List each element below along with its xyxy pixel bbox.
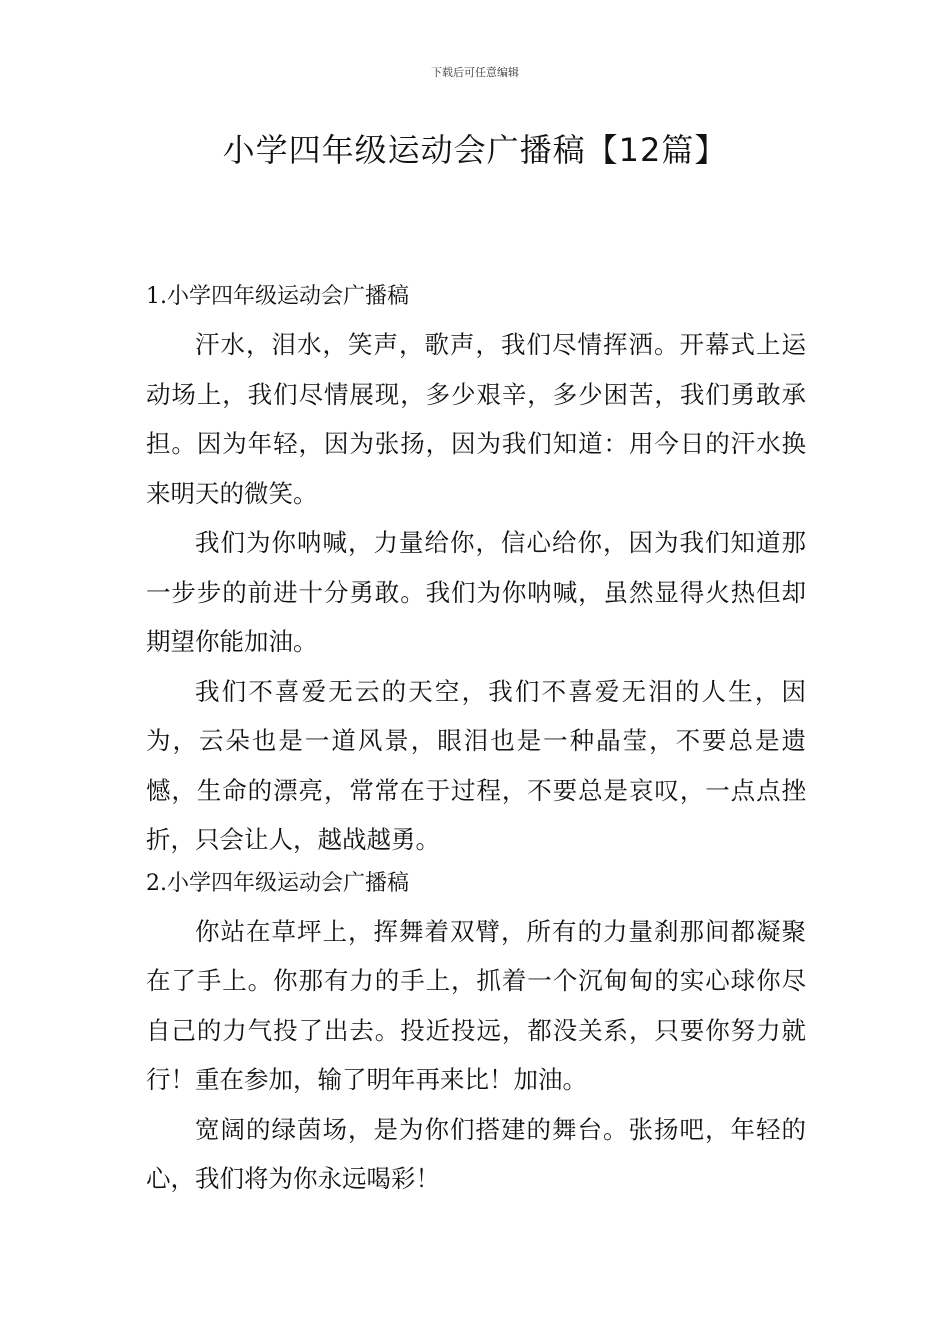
paragraph: 宽阔的绿茵场，是为你们搭建的舞台。张扬吧，年轻的心，我们将为你永远喝彩！ — [146, 1114, 806, 1193]
section-1 — [146, 280, 806, 865]
paragraph: 汗水，泪水，笑声，歌声，我们尽情挥洒。开幕式上运动场上，我们尽情展现，多少艰辛，多少困苦，我们勇敢承担。因为年轻，因为张扬，因为我们知道：用今日的汗水换来明天的微笑。 — [146, 330, 806, 508]
section-2 — [146, 867, 806, 1204]
paragraph: 我们不喜爱无云的天空，我们不喜爱无泪的人生，因为，云朵也是一道风景，眼泪也是一种晶莹，不要总是遗憾，生命的漂亮，常常在于过程，不要总是哀叹，一点点挫折，只会让人，越战越勇。 — [146, 676, 806, 854]
paragraph: 你站在草坪上，挥舞着双臂，所有的力量刹那间都凝聚在了手上。你那有力的手上，抓着一个沉甸甸的实心球你尽自己的力气投了出去。投近投远，都没关系，只要你努力就行！重在参加，输了明年再来比！加油。 — [146, 916, 806, 1094]
section-heading: 1.小学四年级运动会广播稿 — [146, 284, 409, 309]
section-heading: 2.小学四年级运动会广播稿 — [146, 870, 409, 896]
document-title: 小学四年级运动会广播稿【12篇】 — [222, 131, 728, 169]
document-body — [146, 280, 806, 1204]
paragraph: 我们为你呐喊，力量给你，信心给你，因为我们知道那一步步的前进十分勇敢。我们为你呐喊，虽然显得火热但却期望你能加油。 — [146, 528, 806, 656]
header-note: 下载后可任意编辑 — [431, 66, 519, 79]
